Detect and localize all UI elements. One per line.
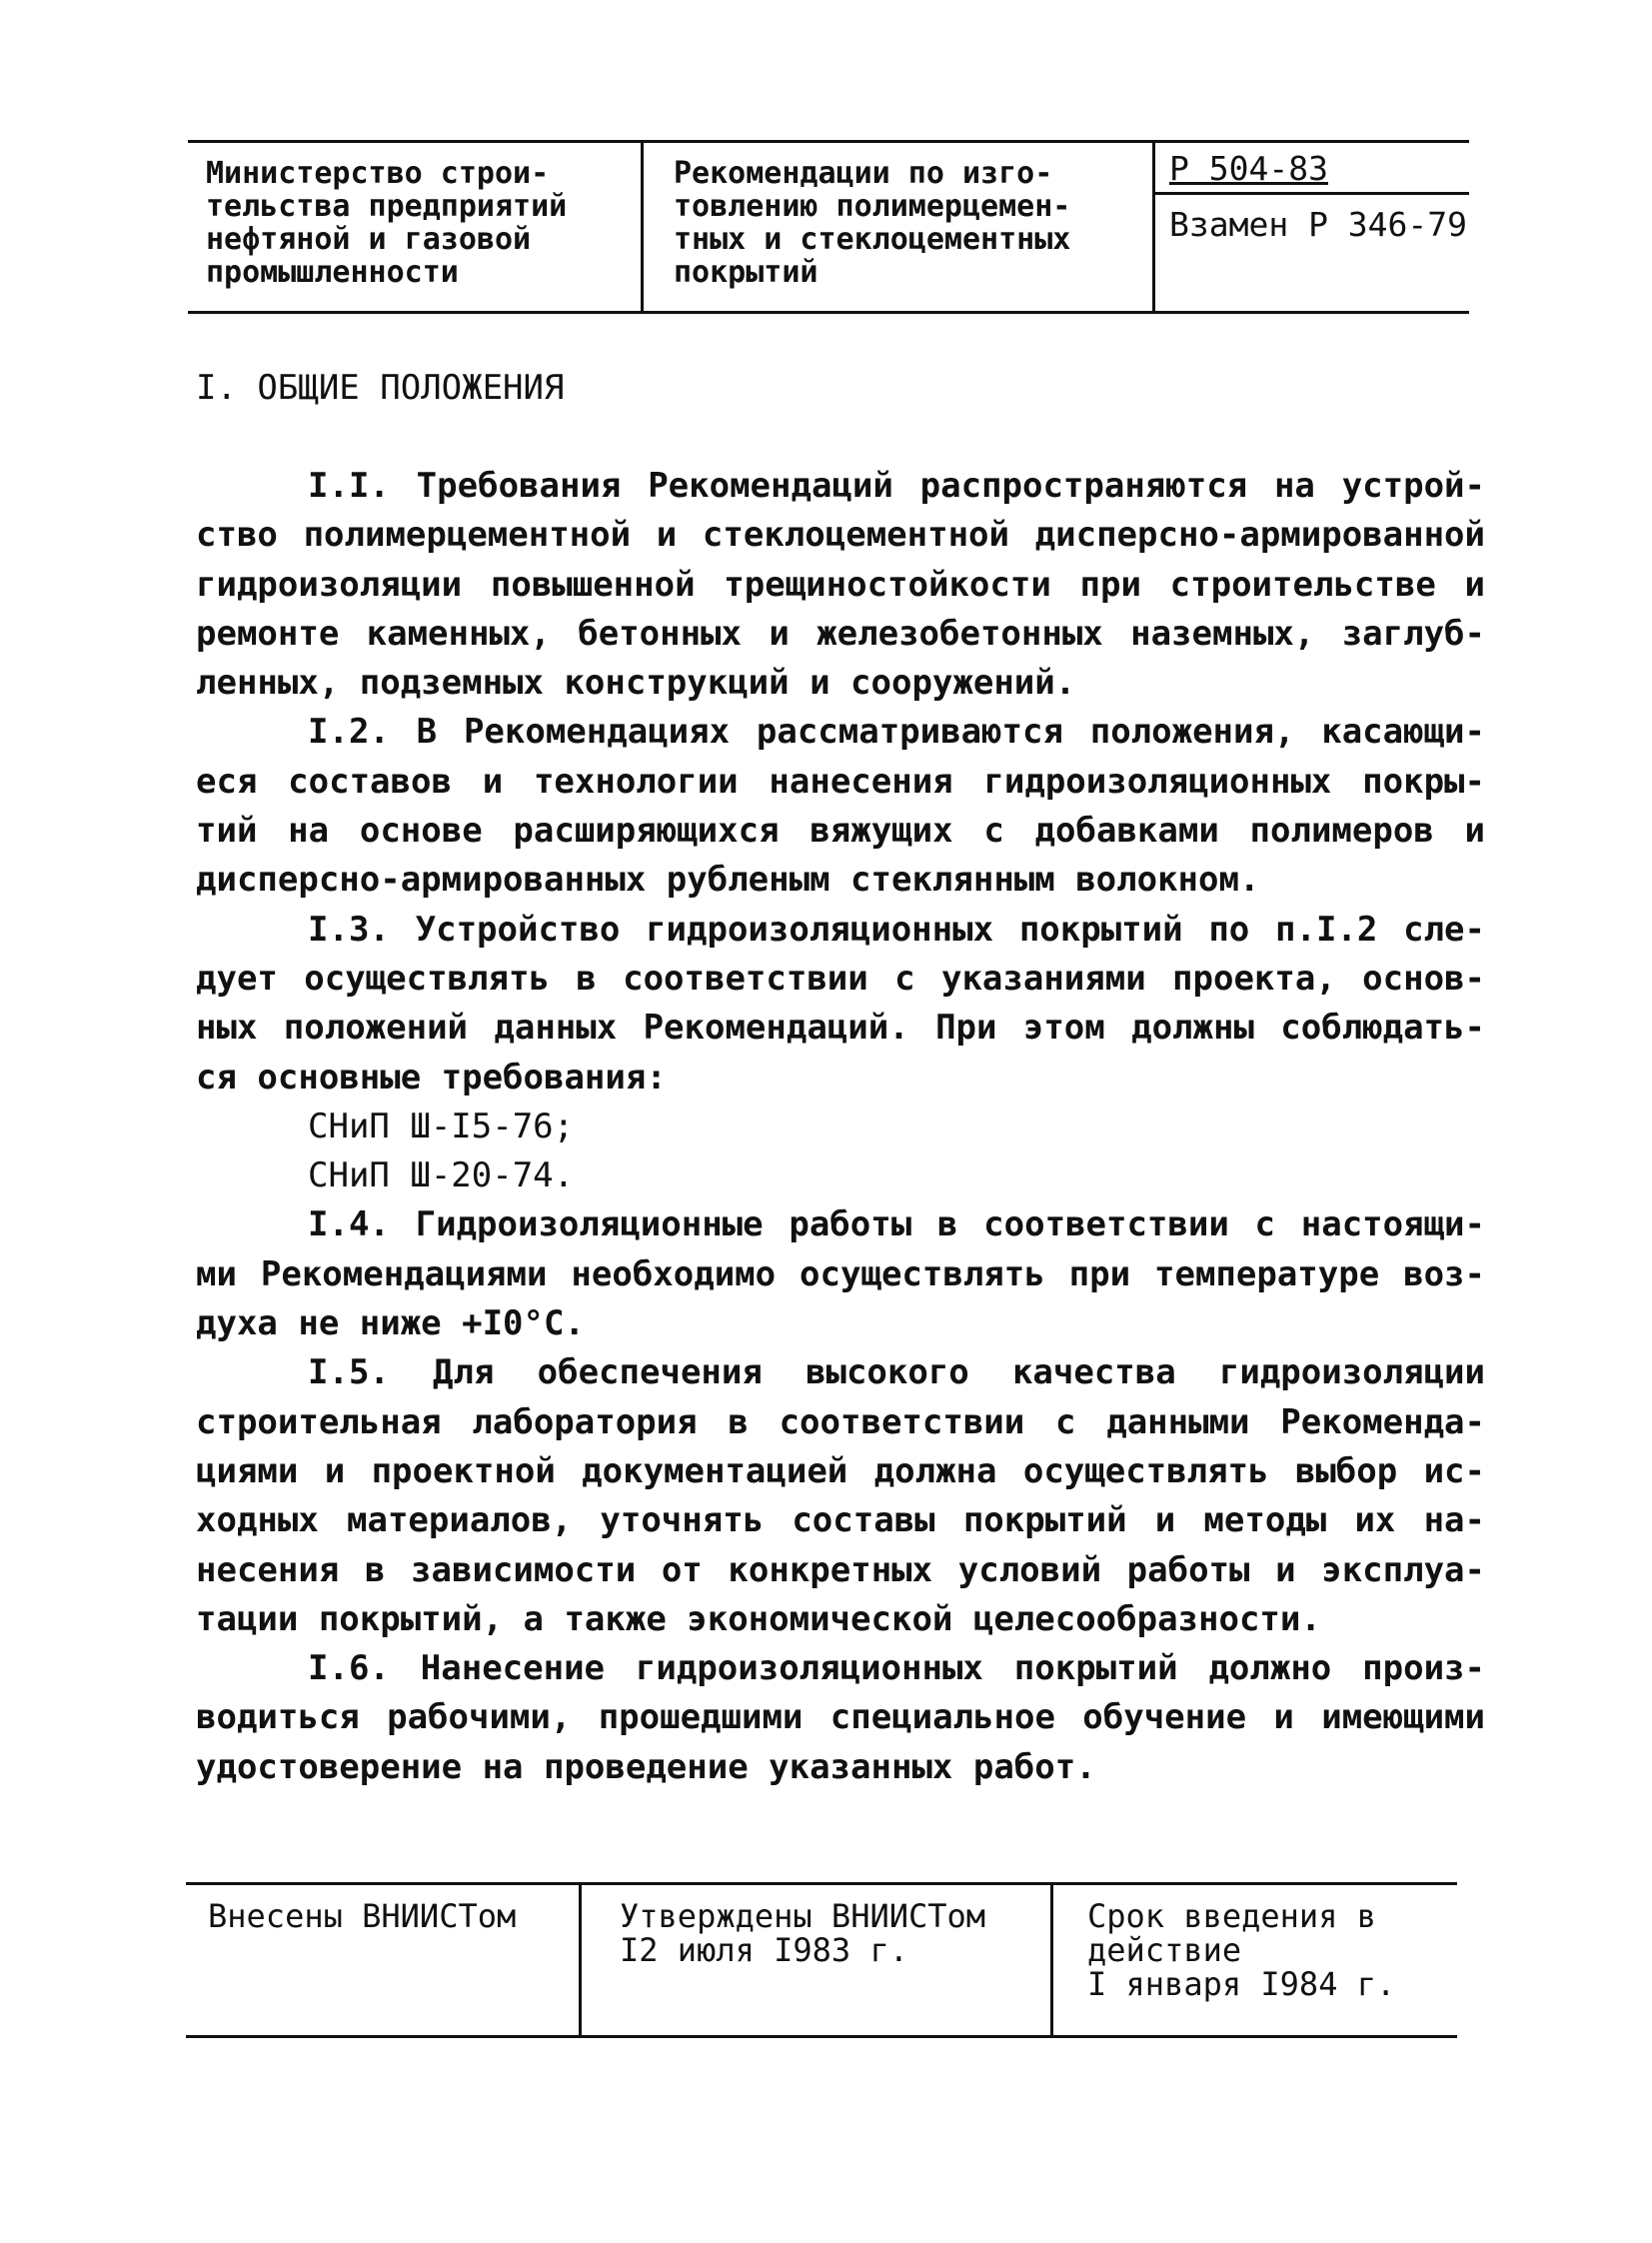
approved-line: Утверждены ВНИИСТом: [620, 1897, 986, 1935]
body-line: I.6. Нанесение гидроизоляционных покрытий должно произ-: [308, 1648, 1485, 1689]
footer-table: [186, 1882, 1457, 2038]
body-line: СНиП Ш-20-74.: [308, 1155, 575, 1196]
approved-line: I2 июля I983 г.: [620, 1931, 908, 1969]
effective-line: действие: [1087, 1931, 1242, 1969]
body-line: еся составов и технологии нанесения гидроизоляционных покры-: [196, 761, 1485, 802]
replaces-note: Взамен Р 346-79: [1169, 205, 1468, 244]
body-line: несения в зависимости от конкретных условий работы и эксплуа-: [196, 1549, 1485, 1590]
footer-introduced: [186, 1885, 582, 2035]
header-organization: [188, 143, 644, 311]
body-line: ремонте каменных, бетонных и железобетонных наземных, заглуб-: [196, 613, 1485, 654]
header-table: [188, 140, 1469, 314]
body-line: СНиП Ш-I5-76;: [308, 1106, 575, 1146]
body-line: ходных материалов, уточнять составы покрытий и методы их на-: [196, 1500, 1485, 1541]
body-line: гидроизоляции повышенной трещиностойкости при строительстве и: [196, 564, 1485, 605]
body-line: строительная лаборатория в соответствии с данными Рекоменда-: [196, 1401, 1485, 1442]
header-code-cell: [1155, 143, 1469, 311]
footer-approved: [582, 1885, 1053, 2035]
title-line: товлению полимерцемен-: [674, 189, 1071, 224]
org-line: нефтяной и газовой: [206, 222, 532, 257]
org-line: промышленности: [206, 255, 459, 290]
footer-effective-date: [1053, 1885, 1457, 2035]
body-line: I.I. Требования Рекомендаций распространяются на устрой-: [308, 466, 1485, 506]
title-line: покрытий: [674, 255, 819, 290]
title-line: тных и стеклоцементных: [674, 222, 1071, 257]
header-document-title: [644, 143, 1155, 311]
body-line: циями и проектной документацией должна осуществлять выбор ис-: [196, 1450, 1485, 1491]
section-title: I. ОБЩИЕ ПОЛОЖЕНИЯ: [196, 368, 565, 408]
body-line: тий на основе расширяющихся вяжущих с добавками полимеров и: [196, 811, 1485, 852]
document-code: Р 504-83: [1155, 143, 1469, 195]
body-line: I.5. Для обеспечения высокого качества гидроизоляции: [308, 1352, 1485, 1393]
body-line: ми Рекомендациями необходимо осуществлять при температуре воз-: [196, 1253, 1485, 1294]
effective-line: Срок введения в: [1087, 1897, 1376, 1935]
body-text: [196, 462, 1485, 1792]
body-line: дисперсно-армированных рубленым стеклянным волокном.: [196, 860, 1260, 901]
effective-line: I января I984 г.: [1087, 1965, 1396, 2003]
body-line: ных положений данных Рекомендаций. При этом должны соблюдать-: [196, 1008, 1485, 1049]
body-line: ленных, подземных конструкций и сооружений.: [196, 663, 1076, 704]
title-line: Рекомендации по изго-: [674, 156, 1053, 191]
body-line: дует осуществлять в соответствии с указаниями проекта, основ-: [196, 958, 1485, 999]
org-line: Министерство строи-: [206, 156, 550, 191]
body-line: I.4. Гидроизоляционные работы в соответствии с настоящи-: [308, 1204, 1485, 1245]
body-line: духа не ниже +I0°С.: [196, 1303, 585, 1344]
org-line: тельства предприятий: [206, 189, 568, 224]
body-line: удостоверение на проведение указанных работ.: [196, 1746, 1096, 1787]
body-line: водиться рабочими, прошедшими специальное обучение и имеющими: [196, 1697, 1485, 1738]
introduced-text: Внесены ВНИИСТом: [208, 1897, 517, 1935]
body-line: ство полимерцементной и стеклоцементной дисперсно-армированной: [196, 515, 1485, 556]
body-line: I.3. Устройство гидроизоляционных покрытий по п.I.2 сле-: [308, 909, 1485, 950]
body-line: ся основные требования:: [196, 1057, 667, 1098]
body-line: I.2. В Рекомендациях рассматриваются положения, касающи-: [308, 712, 1485, 753]
body-line: тации покрытий, а также экономической целесообразности.: [196, 1598, 1321, 1639]
